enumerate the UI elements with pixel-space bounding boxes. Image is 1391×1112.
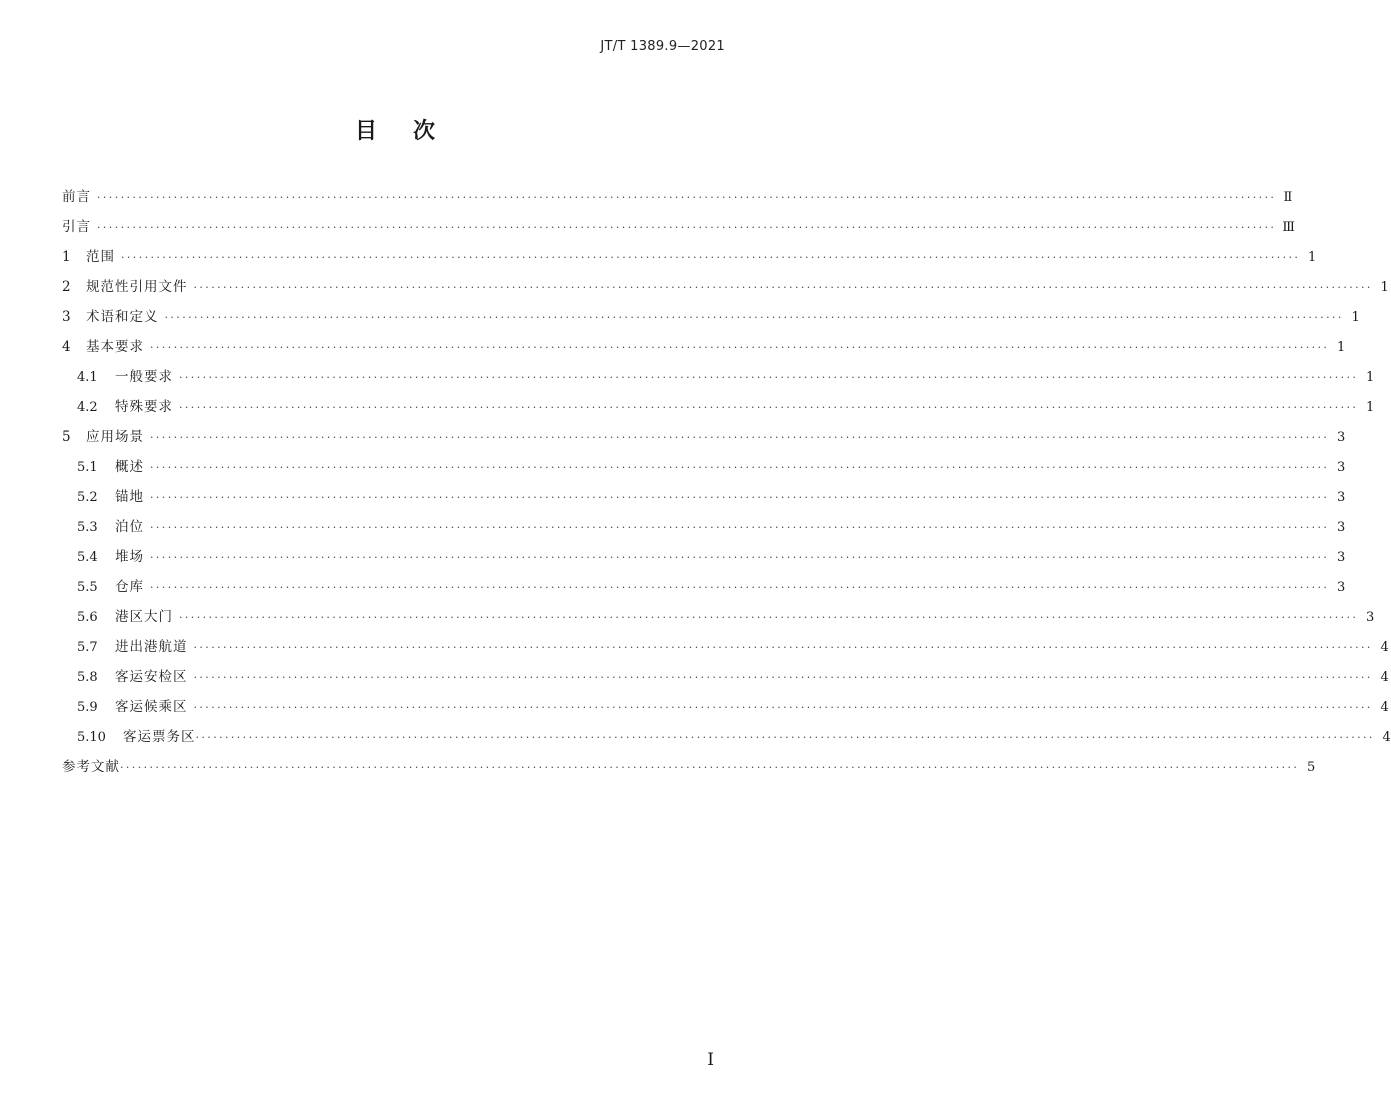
toc-entry-introduction[interactable] bbox=[62, 212, 1295, 242]
toc-entry-5-10[interactable] bbox=[62, 722, 1391, 752]
toc-leader: ········································································································································································································ bbox=[150, 461, 1330, 474]
standard-code: JT/T 1389.9—2021 bbox=[600, 39, 725, 54]
toc-page: 3 bbox=[1337, 520, 1346, 535]
page-number: I bbox=[707, 1050, 714, 1070]
toc-page: 4 bbox=[1382, 730, 1391, 745]
toc-page: 3 bbox=[1337, 490, 1346, 505]
toc-number: 5.3 bbox=[77, 520, 98, 535]
toc-number: 1 bbox=[62, 249, 71, 265]
toc-leader: ········································································································································································································ bbox=[150, 491, 1330, 504]
toc-number: 4.2 bbox=[77, 400, 98, 415]
toc-entry-5-5[interactable] bbox=[62, 572, 1346, 602]
toc-leader: ········································································································································································································ bbox=[150, 521, 1330, 534]
toc-page: 1 bbox=[1351, 310, 1360, 325]
toc-entry-1[interactable] bbox=[62, 242, 1317, 272]
toc-page: 1 bbox=[1366, 400, 1375, 415]
toc-entry-5-8[interactable] bbox=[62, 662, 1389, 692]
toc-label: 概述 bbox=[115, 459, 144, 475]
title-char-2: 次 bbox=[413, 119, 436, 144]
toc-entry-5-9[interactable] bbox=[62, 692, 1389, 722]
toc-label: 客运票务区 bbox=[123, 729, 196, 745]
toc-page: 4 bbox=[1380, 640, 1389, 655]
toc-number: 2 bbox=[62, 279, 71, 295]
toc-number: 3 bbox=[62, 309, 71, 325]
toc-page: 1 bbox=[1380, 280, 1389, 295]
toc-number: 5.5 bbox=[77, 580, 98, 595]
toc-leader: ········································································································································································································ bbox=[193, 641, 1373, 654]
toc-number: 5.8 bbox=[77, 670, 98, 685]
toc-number: 5.2 bbox=[77, 490, 98, 505]
toc-leader: ········································································································································································································ bbox=[150, 431, 1330, 444]
toc-entry-5-1[interactable] bbox=[62, 452, 1346, 482]
toc-entry-4-2[interactable] bbox=[62, 392, 1375, 422]
toc-entry-5-6[interactable] bbox=[62, 602, 1375, 632]
toc-entry-references[interactable] bbox=[62, 752, 1316, 782]
toc-page: 3 bbox=[1366, 610, 1375, 625]
toc-label: 规范性引用文件 bbox=[86, 279, 188, 295]
toc-page: 3 bbox=[1337, 460, 1346, 475]
toc-number: 4 bbox=[62, 339, 71, 355]
toc-label: 特殊要求 bbox=[115, 399, 173, 415]
toc-label: 范围 bbox=[86, 249, 115, 265]
toc-label: 锚地 bbox=[115, 489, 144, 505]
toc-page: 1 bbox=[1308, 250, 1317, 265]
toc-leader: ········································································································································································································ bbox=[97, 221, 1277, 234]
toc-page: 4 bbox=[1380, 670, 1389, 685]
toc-page: Ⅱ bbox=[1283, 190, 1293, 205]
toc-leader: ········································································································································································································ bbox=[150, 341, 1330, 354]
toc-leader: ········································································································································································································ bbox=[193, 701, 1373, 714]
toc-entry-4-1[interactable] bbox=[62, 362, 1375, 392]
toc-label: 引言 bbox=[62, 219, 91, 235]
toc-page: 1 bbox=[1366, 370, 1375, 385]
toc-number: 5.10 bbox=[77, 730, 106, 745]
toc-number: 5.4 bbox=[77, 550, 98, 565]
toc-leader: ········································································································································································································ bbox=[120, 761, 1300, 774]
toc-entry-2[interactable] bbox=[62, 272, 1389, 302]
toc-number: 5.6 bbox=[77, 610, 98, 625]
toc-page: 5 bbox=[1307, 760, 1316, 775]
toc-label: 客运安检区 bbox=[115, 669, 188, 685]
page-title bbox=[0, 114, 790, 145]
toc-leader: ········································································································································································································ bbox=[179, 371, 1359, 384]
toc-number: 5 bbox=[62, 429, 71, 445]
toc-label: 进出港航道 bbox=[115, 639, 188, 655]
toc-label: 参考文献 bbox=[62, 759, 120, 775]
toc-leader: ········································································································································································································ bbox=[195, 731, 1375, 744]
table-of-contents bbox=[62, 182, 1391, 782]
toc-page: 3 bbox=[1337, 430, 1346, 445]
toc-page: Ⅲ bbox=[1282, 220, 1295, 235]
toc-page: 3 bbox=[1337, 550, 1346, 565]
toc-label: 泊位 bbox=[115, 519, 144, 535]
toc-leader: ········································································································································································································ bbox=[121, 251, 1301, 264]
toc-number: 5.7 bbox=[77, 640, 98, 655]
toc-entry-5-7[interactable] bbox=[62, 632, 1389, 662]
toc-label: 一般要求 bbox=[115, 369, 173, 385]
toc-entry-5[interactable] bbox=[62, 422, 1346, 452]
toc-number: 5.9 bbox=[77, 700, 98, 715]
toc-label: 堆场 bbox=[115, 549, 144, 565]
toc-page: 4 bbox=[1380, 700, 1389, 715]
toc-label: 应用场景 bbox=[86, 429, 144, 445]
toc-number: 5.1 bbox=[77, 460, 98, 475]
toc-entry-4[interactable] bbox=[62, 332, 1346, 362]
toc-entry-foreword[interactable] bbox=[62, 182, 1293, 212]
toc-label: 港区大门 bbox=[115, 609, 173, 625]
toc-leader: ········································································································································································································ bbox=[193, 671, 1373, 684]
toc-entry-3[interactable] bbox=[62, 302, 1360, 332]
toc-label: 客运候乘区 bbox=[115, 699, 188, 715]
title-char-1: 目 bbox=[354, 119, 377, 144]
toc-leader: ········································································································································································································ bbox=[97, 191, 1277, 204]
toc-leader: ········································································································································································································ bbox=[164, 311, 1344, 324]
toc-leader: ········································································································································································································ bbox=[193, 281, 1373, 294]
toc-entry-5-2[interactable] bbox=[62, 482, 1346, 512]
toc-page: 1 bbox=[1337, 340, 1346, 355]
toc-leader: ········································································································································································································ bbox=[179, 401, 1359, 414]
toc-page: 3 bbox=[1337, 580, 1346, 595]
toc-label: 基本要求 bbox=[86, 339, 144, 355]
toc-entry-5-4[interactable] bbox=[62, 542, 1346, 572]
toc-leader: ········································································································································································································ bbox=[150, 551, 1330, 564]
toc-label: 仓库 bbox=[115, 579, 144, 595]
toc-label: 术语和定义 bbox=[86, 309, 159, 325]
toc-label: 前言 bbox=[62, 189, 91, 205]
toc-number: 4.1 bbox=[77, 370, 98, 385]
toc-leader: ········································································································································································································ bbox=[179, 611, 1359, 624]
toc-leader: ········································································································································································································ bbox=[150, 581, 1330, 594]
toc-entry-5-3[interactable] bbox=[62, 512, 1346, 542]
